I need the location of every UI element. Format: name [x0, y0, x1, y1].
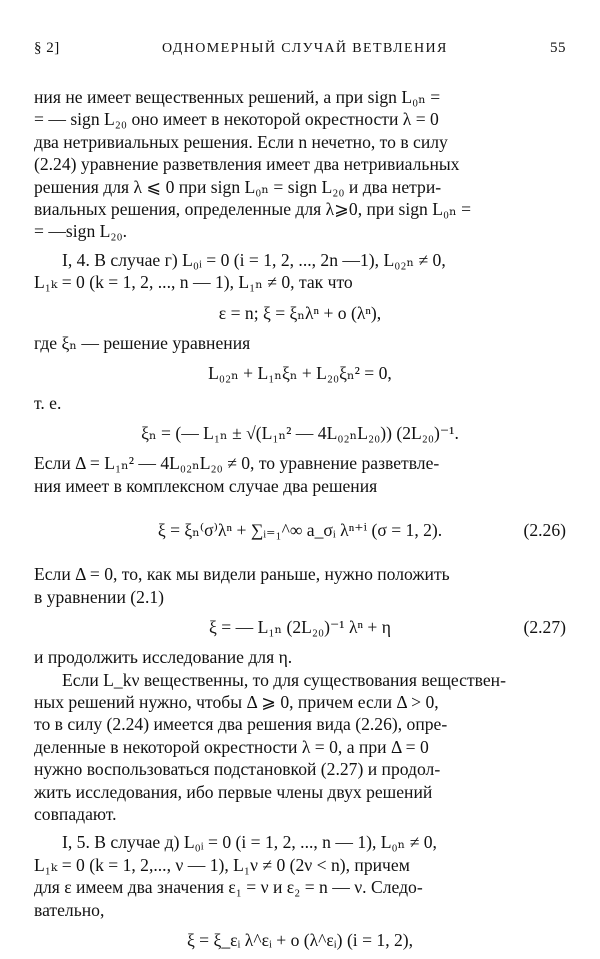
- paragraph-case-i4: [34, 249, 566, 294]
- paragraph-ie: [34, 392, 566, 414]
- line: то в силу (2.24) имеется два решения вида (2.26), опре-: [34, 714, 448, 735]
- line: для ε имеем два значения ε₁ = ν и ε₂ = n — ν. Следо-: [34, 877, 423, 898]
- body-text: [34, 86, 566, 959]
- paragraph-case-i5: [34, 831, 566, 921]
- line: два нетривиальных решения. Если n нечетно, то в силу: [34, 131, 448, 152]
- equation-body: ξ = — L₁ₙ (2L₂₀)⁻¹ λⁿ + η: [209, 617, 391, 638]
- line: вательно,: [34, 899, 105, 920]
- page-number: 55: [550, 40, 566, 56]
- equation-body: ε = n; ξ = ξₙλⁿ + o (λⁿ),: [218, 302, 382, 323]
- section-marker: § 2]: [34, 40, 60, 56]
- line: жить исследования, ибо первые члены двух решений: [34, 781, 433, 802]
- equation-epsilon: [34, 298, 566, 328]
- line: I, 4. В случае г) L₀ᵢ = 0 (i = 1, 2, ..., 2n —1), L₀₂ₙ ≠ 0,: [62, 249, 446, 270]
- line: L₁ₖ = 0 (k = 1, 2,..., ν — 1), L₁ν ≠ 0 (2ν < n), причем: [34, 854, 410, 875]
- line: = —sign L₂₀.: [34, 221, 128, 242]
- equation-quadratic: [34, 358, 566, 388]
- line: виальных решения, определенные для λ⩾0, при sign L₀ₙ =: [34, 199, 472, 220]
- line: решения для λ ⩽ 0 при sign L₀ₙ = sign L₂₀ и два нетри-: [34, 176, 442, 197]
- line: Если Δ = L₁ₙ² — 4L₀₂ₙL₂₀ ≠ 0, то уравнение разветвле-: [34, 453, 440, 474]
- equation-2-26: [34, 501, 566, 559]
- paragraph-delta: [34, 452, 566, 497]
- paragraph-real: [34, 669, 566, 826]
- equation-body: ξ = ξ_εᵢ λ^εᵢ + o (λ^εᵢ) (i = 1, 2),: [186, 929, 414, 950]
- line: где ξₙ — решение уравнения: [34, 332, 251, 353]
- line: совпадают.: [34, 803, 117, 824]
- line: нужно воспользоваться подстановкой (2.27) и продол-: [34, 759, 441, 780]
- line: I, 5. В случае д) L₀ᵢ = 0 (i = 1, 2, ..., n — 1), L₀ₙ ≠ 0,: [62, 832, 437, 853]
- line: Если Δ = 0, то, как мы видели раньше, нужно положить: [34, 564, 450, 585]
- line: ния имеет в комплексном случае два решения: [34, 475, 378, 496]
- line: (2.24) уравнение разветвления имеет два нетривиальных: [34, 154, 460, 175]
- header-title: ОДНОМЕРНЫЙ СЛУЧАЙ ВЕТВЛЕНИЯ: [161, 41, 448, 56]
- line: ния не имеет вещественных решений, а при sign L₀ₙ =: [34, 87, 441, 107]
- equation-number: (2.27): [523, 617, 566, 638]
- line: = — sign L₂₀ оно имеет в некоторой окрестности λ = 0: [34, 109, 439, 130]
- equation-2-27: [34, 612, 566, 642]
- equation-number: (2.26): [523, 520, 566, 541]
- line: в уравнении (2.1): [34, 586, 164, 607]
- equation-xi-eps: [34, 925, 566, 955]
- line: Если L_kν вещественны, то для существования веществен-: [62, 669, 506, 690]
- equation-root: [34, 418, 566, 448]
- equation-body: ξ = ξₙ⁽σ⁾λⁿ + ∑ᵢ₌₁^∞ a_σᵢ λⁿ⁺ⁱ (σ = 1, 2).: [157, 520, 443, 541]
- line: т. е.: [34, 393, 62, 414]
- paragraph-continue: [34, 646, 566, 668]
- equation-body: L₀₂ₙ + L₁ₙξₙ + L₂₀ξₙ² = 0,: [208, 363, 392, 384]
- paragraph-where: [34, 332, 566, 354]
- line: деленные в некоторой окрестности λ = 0, а при Δ = 0: [34, 736, 429, 757]
- paragraph-1: [34, 86, 566, 243]
- line: ных решений нужно, чтобы Δ ⩾ 0, причем если Δ > 0,: [34, 691, 439, 712]
- paragraph-delta-zero: [34, 563, 566, 608]
- equation-body: ξₙ = (— L₁ₙ ± √(L₁ₙ² — 4L₀₂ₙL₂₀)) (2L₂₀)⁻¹.: [141, 423, 459, 444]
- line: L₁ₖ = 0 (k = 1, 2, ..., n — 1), L₁ₙ ≠ 0, так что: [34, 272, 353, 293]
- line: и продолжить исследование для η.: [34, 647, 293, 668]
- running-header: [34, 40, 566, 57]
